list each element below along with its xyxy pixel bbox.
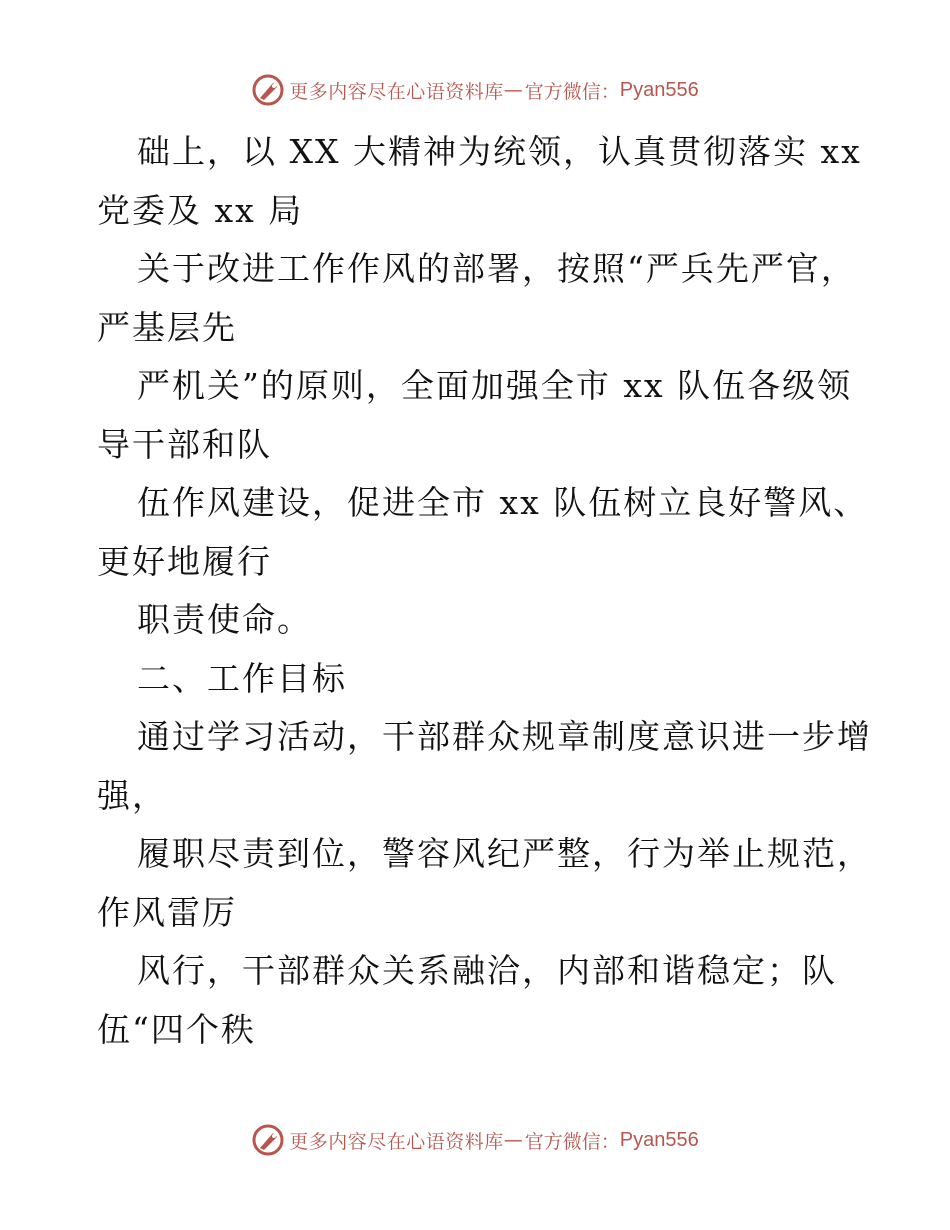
pen-nib-logo-icon xyxy=(251,73,285,107)
text-line: 严基层先 xyxy=(97,307,237,347)
document-body xyxy=(97,123,872,1059)
text-line: 更好地履行 xyxy=(97,541,272,581)
footer-watermark xyxy=(0,1120,950,1160)
watermark-wechat-handle: Pyan556 xyxy=(619,1128,699,1151)
watermark-site-text: 更多内容尽在心语资料库 xyxy=(289,80,504,103)
text-line: 伍“四个秩 xyxy=(97,1009,256,1049)
watermark-dash: — xyxy=(503,79,523,101)
watermark-wechat-label: 官方微信： xyxy=(524,80,620,103)
text-line: 党委及 xx 局 xyxy=(97,190,304,230)
text-line: 关于改进工作作风的部署，按照“严兵先严官， xyxy=(137,249,856,288)
watermark-site-text: 更多内容尽在心语资料库 xyxy=(289,1130,504,1153)
text-line: 履职尽责到位，警容风纪严整，行为举止规范， xyxy=(137,834,872,873)
text-line: 二、工作目标 xyxy=(137,658,347,698)
watermark-dash: — xyxy=(503,1129,523,1151)
text-line: 作风雷厉 xyxy=(97,892,237,932)
text-line: 职责使命。 xyxy=(137,600,312,639)
text-line: 通过学习活动，干部群众规章制度意识进一步增 xyxy=(137,717,872,756)
text-line: 强， xyxy=(97,775,167,815)
watermark-wechat-handle: Pyan556 xyxy=(619,78,699,101)
watermark-wechat-label: 官方微信： xyxy=(524,1130,620,1153)
text-line: 导干部和队 xyxy=(97,424,272,464)
text-line: 风行，干部群众关系融洽，内部和谐稳定；队 xyxy=(137,951,837,990)
text-line: 础上，以 XX 大精神为统领，认真贯彻落实 xx xyxy=(137,132,862,171)
pen-nib-logo-icon xyxy=(251,1123,285,1157)
text-line: 伍作风建设，促进全市 xx 队伍树立良好警风、 xyxy=(137,483,869,522)
header-watermark xyxy=(0,70,950,110)
text-line: 严机关”的原则，全面加强全市 xx 队伍各级领 xyxy=(137,366,853,405)
